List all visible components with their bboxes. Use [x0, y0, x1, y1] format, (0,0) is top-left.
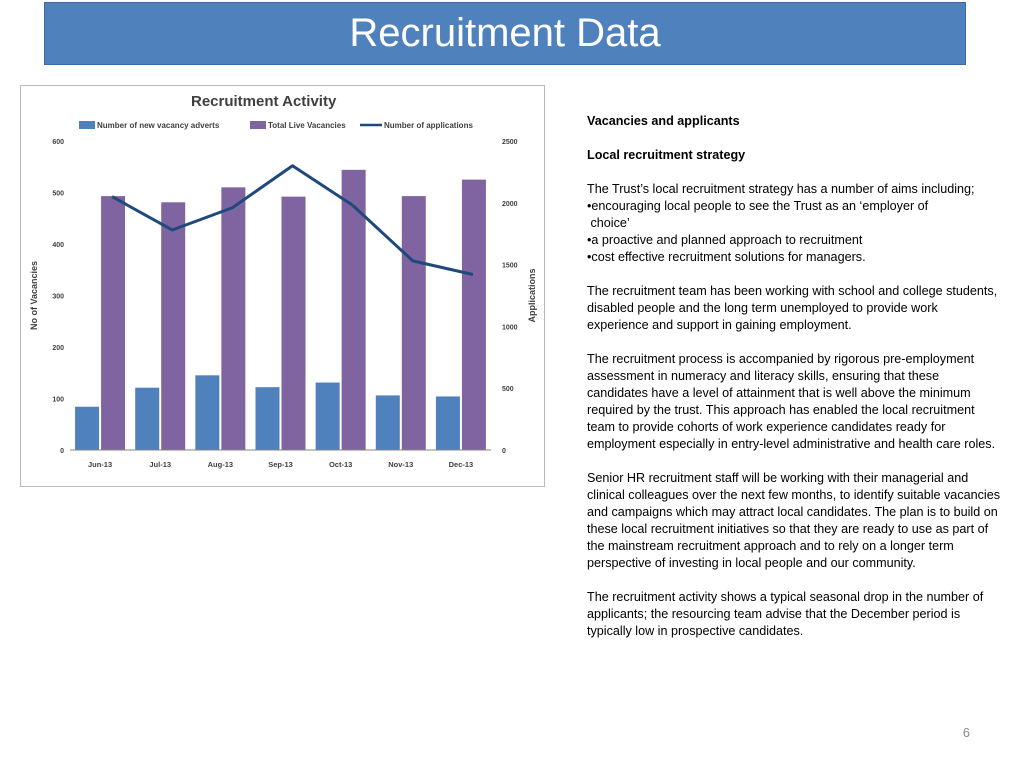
y-tick-label: 0: [60, 448, 64, 455]
x-tick-label: Nov-13: [388, 460, 414, 469]
bar-new-vacancy-adverts: [256, 387, 280, 450]
bar-total-live-vacancies: [221, 187, 245, 450]
legend-label: Total Live Vacancies: [268, 121, 346, 130]
bar-total-live-vacancies: [101, 196, 125, 450]
y-tick-label: 400: [52, 242, 64, 249]
y2-tick-label: 0: [502, 448, 506, 455]
paragraph-work-experience: The recruitment team has been working with school and college students, disabled people and the long term unemployed to provide work experience and support in gaining employment.: [587, 284, 998, 332]
paragraph-assessment: The recruitment process is accompanied by rigorous pre-employment assessment in numeracy and literacy skills, ensuring that these candidates have a level of attainment that is well above the minimum required by the trust. This approach has enabled the local recruitment team to provide cohorts of work experience candidates ready for employment especially in entry-level administrative and health care roles.: [587, 352, 996, 451]
x-tick-label: Jun-13: [87, 460, 113, 469]
legend-label: Number of new vacancy adverts: [97, 121, 220, 130]
text-panel: [587, 113, 1002, 657]
y2-tick-label: 500: [502, 386, 514, 394]
bar-new-vacancy-adverts: [195, 375, 219, 450]
x-tick-label: Jul-13: [149, 460, 172, 469]
bar-new-vacancy-adverts: [436, 396, 460, 450]
y-tick-label: 200: [52, 345, 64, 352]
bar-new-vacancy-adverts: [376, 395, 400, 450]
legend-label: Number of applications: [384, 121, 473, 130]
x-tick-label: Dec-13: [448, 460, 474, 469]
x-tick-label: Oct-13: [328, 460, 353, 469]
y-axis-title: No of Vacancies: [29, 260, 39, 331]
legend-swatch: [250, 121, 266, 129]
page-number: 6: [962, 725, 970, 740]
y-tick-label: 300: [52, 293, 64, 301]
bullet-proactive-approach: •a proactive and planned approach to recruitment: [587, 233, 863, 247]
y-tick-label: 100: [52, 396, 64, 404]
bar-new-vacancy-adverts: [316, 383, 340, 450]
heading-local-strategy: Local recruitment strategy: [587, 148, 746, 162]
chart-title: Recruitment Activity: [191, 93, 337, 110]
chart-svg: [21, 86, 544, 486]
title-banner: [44, 2, 966, 65]
strategy-intro: The Trust’s local recruitment strategy has a number of aims including;: [587, 182, 975, 196]
x-tick-label: Sep-13: [268, 460, 293, 469]
bar-new-vacancy-adverts: [75, 407, 99, 450]
bar-total-live-vacancies: [402, 196, 426, 450]
y2-tick-label: 2000: [502, 200, 518, 208]
bar-total-live-vacancies: [282, 197, 306, 450]
paragraph-seasonal-drop: The recruitment activity shows a typical seasonal drop in the number of applicants; the resourcing team advise that the December period is typically low in prospective candidates.: [587, 590, 984, 638]
y2-tick-label: 1000: [502, 324, 518, 332]
bar-total-live-vacancies: [462, 180, 486, 450]
recruitment-activity-chart: [20, 85, 545, 487]
bar-total-live-vacancies: [342, 170, 366, 450]
legend-swatch: [79, 121, 95, 129]
page-title: Recruitment Data: [349, 11, 661, 55]
y-tick-label: 500: [52, 190, 64, 198]
bar-total-live-vacancies: [161, 202, 185, 450]
y2-tick-label: 2500: [502, 139, 518, 146]
bar-new-vacancy-adverts: [135, 388, 159, 450]
y2-axis-title: Applications: [527, 268, 537, 323]
paragraph-senior-hr: Senior HR recruitment staff will be working with their managerial and clinical colleagues over the next few months, to identify suitable vacancies and campaigns which may attract local candidates. The plan is to build on these local recruitment initiatives so that they are ready to use as part of the mainstream recruitment approach and to rely on a longer term perspective of investing in local people and our community.: [587, 471, 1001, 570]
bullet-employer-of-choice: •encouraging local people to see the Trust as an ‘employer of: [587, 199, 929, 213]
bullet-employer-of-choice-cont: choice’: [587, 216, 630, 230]
x-tick-label: Aug-13: [207, 460, 234, 469]
y2-tick-label: 1500: [502, 262, 518, 270]
bullet-cost-effective: •cost effective recruitment solutions for managers.: [587, 250, 866, 264]
y-tick-label: 600: [52, 139, 64, 146]
heading-vacancies: Vacancies and applicants: [587, 114, 740, 128]
